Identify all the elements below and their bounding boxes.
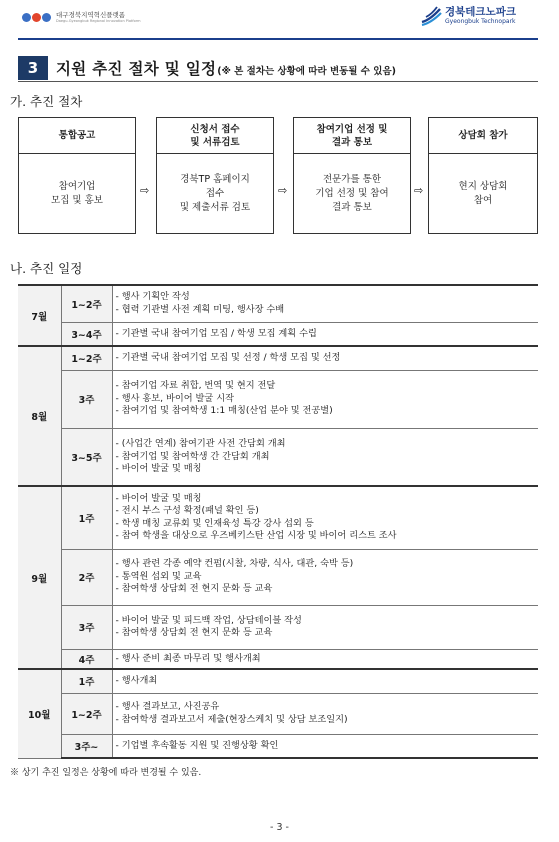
task-line: - 행사 관련 각종 예약 컨펌(시찰, 차량, 식사, 대관, 숙박 등) (115, 558, 354, 570)
table-row (18, 734, 538, 758)
footnote: ※ 상기 추진 일정은 상황에 따라 변경될 수 있음. (10, 768, 202, 778)
brand-name: 경북테크노파크 (445, 6, 517, 19)
task-cell (112, 428, 538, 486)
section-title: 지원 추진 절차 및 일정 (56, 60, 217, 78)
week-cell: 1주 (61, 486, 112, 549)
task-line: - 바이어 발굴 및 매칭 (115, 462, 202, 474)
week-cell: 3~4주 (61, 322, 112, 346)
schedule-table (18, 284, 538, 759)
task-line: - 전시 부스 구성 확정(패널 확인 등) (115, 505, 259, 517)
task-line: - 학생 매칭 교류회 및 인재육성 특강 강사 섭외 등 (115, 517, 314, 529)
table-row (18, 370, 538, 428)
header-brand-logo (420, 6, 516, 26)
week-cell: 4주 (61, 649, 112, 669)
week-cell: 3주~ (61, 734, 112, 758)
arrow-right-icon: ⇨ (414, 184, 424, 197)
task-line: - 행사 기획안 작성 (115, 291, 190, 303)
step-body-line: 현지 상담회 (458, 180, 508, 192)
table-row (18, 649, 538, 669)
arrow-right-icon: ⇨ (278, 184, 288, 197)
week-cell: 3주 (61, 605, 112, 649)
procedure-heading: 가. 추진 절차 (10, 94, 83, 109)
task-cell (112, 734, 538, 758)
task-cell (112, 693, 538, 734)
week-cell: 1주 (61, 669, 112, 693)
week-cell: 1~2주 (61, 693, 112, 734)
section-divider (18, 81, 538, 82)
week-cell: 2주 (61, 549, 112, 605)
month-cell: 9월 (18, 486, 61, 669)
task-line: - 참여기업 및 참여학생 간 간담회 개최 (115, 450, 270, 462)
org-logo-icon (22, 13, 52, 22)
task-cell (112, 322, 538, 346)
task-line: - 바이어 발굴 및 매칭 (115, 492, 202, 504)
task-cell (112, 370, 538, 428)
step-body-line: 전문가를 통한 (322, 173, 382, 185)
section-note: (※ 본 절차는 상황에 따라 변동될 수 있음) (217, 65, 396, 77)
process-step-consultation (428, 117, 538, 234)
task-cell (112, 346, 538, 370)
task-line: - 참여기업 및 참여학생 1:1 매칭(산업 분야 및 전공별) (115, 405, 333, 417)
step-head-line: 상담회 참가 (458, 130, 508, 141)
step-body-line: 기업 선정 및 참여 (315, 187, 389, 199)
week-cell: 1~2주 (61, 285, 112, 322)
step-body-line: 경북TP 홈페이지 (180, 173, 250, 185)
month-cell: 7월 (18, 285, 61, 346)
task-cell (112, 669, 538, 693)
process-step-selection (293, 117, 411, 234)
task-line: - 기업별 후속활동 지원 및 진행상황 확인 (115, 739, 279, 751)
task-line: - 기관별 국내 참여기업 모집 / 학생 모집 계획 수립 (115, 327, 317, 339)
task-line: - 기관별 국내 참여기업 모집 및 선정 / 학생 모집 및 선정 (115, 352, 341, 364)
task-line: - 참여학생 상담회 전 현지 문화 등 교육 (115, 583, 273, 595)
month-cell: 10월 (18, 669, 61, 758)
table-row (18, 605, 538, 649)
task-line: - 행사 준비 최종 마무리 및 행사개최 (115, 652, 261, 664)
page-number: - 3 - (270, 822, 289, 833)
header-divider (18, 38, 538, 40)
step-head-line: 통합공고 (58, 130, 96, 141)
process-step-application (156, 117, 274, 234)
task-line: - 행사 홍보, 바이어 발굴 시작 (115, 392, 234, 404)
table-row (18, 549, 538, 605)
task-line: - (사업간 연계) 참여기관 사전 간담회 개최 (115, 438, 286, 450)
step-head-line: 참여기업 선정 및 (316, 123, 388, 135)
task-cell (112, 486, 538, 549)
task-line: - 행사개최 (115, 675, 158, 687)
schedule-heading: 나. 추진 일정 (10, 261, 83, 276)
org-name: 대구경북지역혁신플랫폼 (56, 11, 126, 19)
task-cell (112, 649, 538, 669)
week-cell: 3~5주 (61, 428, 112, 486)
step-head-line: 및 서류검토 (190, 136, 240, 148)
step-body-line: 접수 (205, 187, 225, 199)
org-sub: Daegu-Gyeongbuk Regional Innovation Platform (56, 18, 141, 23)
step-body-line: 결과 통보 (332, 201, 372, 213)
week-cell: 3주 (61, 370, 112, 428)
step-body-line: 및 제출서류 검토 (179, 201, 251, 213)
task-line: - 통역원 섭외 및 교육 (115, 570, 202, 582)
section-number: 3 (18, 56, 48, 80)
table-row (18, 285, 538, 322)
task-line: - 참여 학생을 대상으로 우즈베키스탄 산업 시장 및 바이어 리스트 조사 (115, 530, 397, 542)
step-head-line: 신청서 접수 (190, 123, 240, 135)
table-row (18, 322, 538, 346)
header-org-logo (22, 12, 141, 23)
step-body-line: 모집 및 홍보 (51, 194, 103, 206)
technopark-logo-icon (420, 6, 442, 26)
task-cell (112, 549, 538, 605)
task-line: - 참여학생 결과보고서 제출(현장스케치 및 상담 보조일지) (115, 713, 348, 725)
task-line: - 참여기업 자료 취합, 번역 및 현지 전달 (115, 380, 276, 392)
brand-sub: Gyeongbuk Technopark (445, 17, 516, 25)
step-head-line: 결과 통보 (331, 136, 372, 148)
task-cell (112, 285, 538, 322)
table-row (18, 693, 538, 734)
task-line: - 바이어 발굴 및 피드백 작업, 상담테이블 작성 (115, 614, 302, 626)
table-row (18, 428, 538, 486)
process-step-announcement (18, 117, 136, 234)
step-body-line: 참여 (473, 194, 493, 206)
table-row (18, 346, 538, 370)
task-cell (112, 605, 538, 649)
section-title-bar (18, 56, 538, 80)
table-row (18, 669, 538, 693)
step-body-line: 참여기업 (58, 180, 96, 192)
task-line: - 행사 결과보고, 사진공유 (115, 701, 220, 713)
month-cell: 8월 (18, 346, 61, 486)
task-line: - 협력 기관별 사전 계획 미팅, 행사장 수배 (115, 303, 285, 315)
task-line: - 참여학생 상담회 전 현지 문화 등 교육 (115, 627, 273, 638)
table-row (18, 486, 538, 549)
week-cell: 1~2주 (61, 346, 112, 370)
arrow-right-icon: ⇨ (140, 184, 150, 197)
